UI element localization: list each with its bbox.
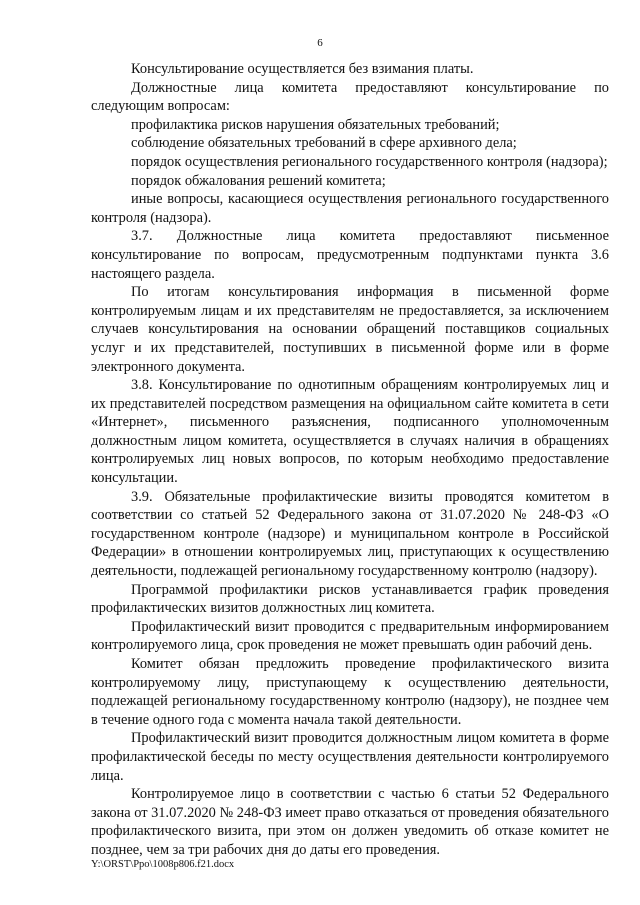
list-item: порядок осуществления регионального государственного контроля (надзора); bbox=[131, 153, 608, 170]
document-body bbox=[91, 60, 609, 860]
list-item: соблюдение обязательных требований в сфере архивного дела; bbox=[131, 135, 517, 152]
list-item: порядок обжалования решений комитета; bbox=[131, 172, 386, 189]
list-item: иные вопросы, касающиеся осуществления регионального государственного контроля (надзора). bbox=[91, 191, 609, 226]
list-item: профилактика рисков нарушения обязательных требований; bbox=[131, 116, 500, 133]
page-number: 6 bbox=[317, 37, 323, 49]
paragraph: 3.7. Должностные лица комитета предоставляют письменное консультирование по вопросам, предусмотренным подпунктами пункта 3.6 настоящего раздела. bbox=[91, 228, 609, 282]
paragraph: Должностные лица комитета предоставляют консультирование по следующим вопросам: bbox=[91, 79, 609, 115]
paragraph: Консультирование осуществляется без взимания платы. bbox=[131, 61, 474, 77]
paragraph: Комитет обязан предложить проведение профилактического визита контролируемому лицу, приступающему к осуществлению деятельности, подлежащей региональному государственному контролю (надзору), не позднее чем в течение одного года с момента начала такой деятельности. bbox=[91, 656, 609, 728]
paragraph: Программой профилактики рисков устанавливается график проведения профилактических визитов должностных лиц комитета. bbox=[91, 581, 609, 617]
paragraph: 3.9. Обязательные профилактические визиты проводятся комитетом в соответствии со статьей 52 Федерального закона от 31.07.2020 № 248-ФЗ «О государственном контроле (надзоре) и муниципальном контроле в Российской Федерации» в отношении контролируемых лиц, приступающих к осуществлению деятельности, подлежащей региональному государственному контролю (надзору). bbox=[91, 488, 609, 580]
paragraph: По итогам консультирования информация в письменной форме контролируемым лицам и их представителям не предоставляется, за исключением случаев консультирования на основании обращений поставщиков социальных услуг и их представителей, поступивших в письменной форме или в форме электронного документа. bbox=[91, 284, 609, 375]
footer-file-path: Y:\ORST\Ppo\1008p806.f21.docx bbox=[91, 859, 235, 870]
paragraph: Профилактический визит проводится должностным лицом комитета в форме профилактической беседы по месту осуществления деятельности контролируемого лица. bbox=[91, 730, 609, 784]
paragraph: Профилактический визит проводится с предварительным информированием контролируемого лица, срок проведения не может превышать один рабочий день. bbox=[91, 618, 609, 654]
paragraph: 3.8. Консультирование по однотипным обращениям контролируемых лиц и их представителей посредством размещения на официальном сайте комитета в сети «Интернет», письменного разъяснения, подписанного уполномоченным должностным лицом комитета, осуществляется в случаях наличия в обращениях контролируемых лиц новых вопросов, по которым необходимо предоставление консультации. bbox=[91, 377, 609, 487]
paragraph: Контролируемое лицо в соответствии с частью 6 статьи 52 Федерального закона от 31.07.2020 № 248-ФЗ имеет право отказаться от проведения обязательного профилактического визита, при этом он должен уведомить об отказе комитет не позднее, чем за три рабочих дня до даты его проведения. bbox=[91, 786, 609, 858]
